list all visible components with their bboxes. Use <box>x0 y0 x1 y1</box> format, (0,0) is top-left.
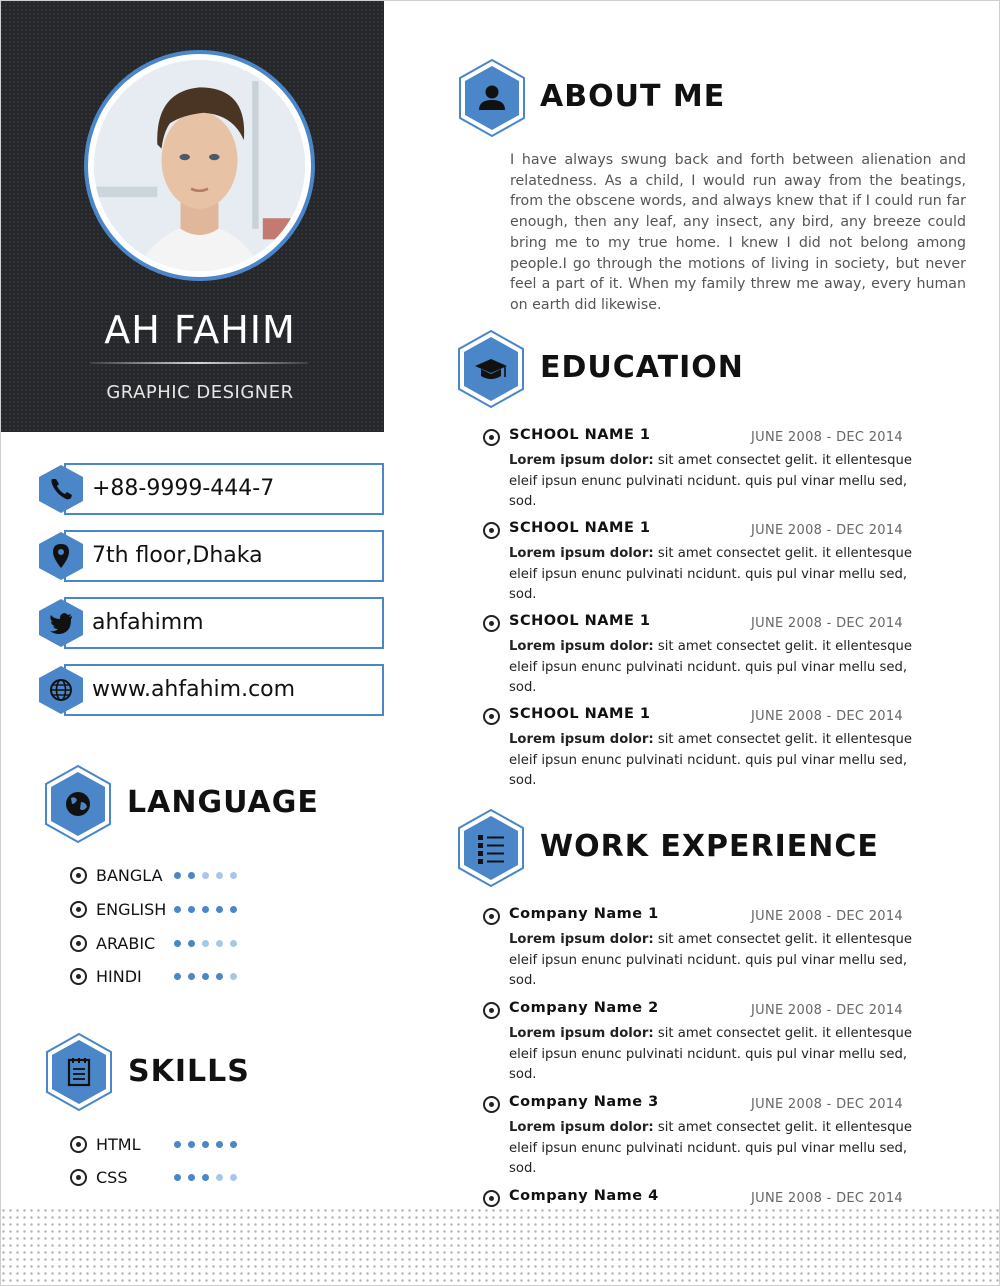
rating-dot-empty <box>202 872 209 879</box>
rating-dot-filled <box>174 973 181 980</box>
radio-bullet <box>70 1169 87 1186</box>
twitter-icon <box>38 598 84 648</box>
rating-dot-empty <box>230 940 237 947</box>
rating-dot-filled <box>216 906 223 913</box>
education-entry <box>483 520 913 602</box>
phone-icon <box>38 464 84 514</box>
graduation-cap-icon <box>456 329 526 409</box>
rating-dot-empty <box>230 872 237 879</box>
rating-dot-filled <box>174 940 181 947</box>
user-icon <box>457 58 527 138</box>
contact-phone <box>38 463 384 515</box>
radio-bullet <box>483 522 500 539</box>
entry-date: JUNE 2008 - DEC 2014 <box>751 709 903 724</box>
radio-bullet <box>483 708 500 725</box>
contact-website-text: www.ahfahim.com <box>92 677 296 702</box>
education-entry <box>483 613 913 695</box>
contact-phone-text: +88-9999-444-7 <box>92 476 275 501</box>
radio-bullet <box>70 1136 87 1153</box>
entry-text: sit amet consectet gelit. it ellentesque eleif ipsun enunc pulvinati ncidunt. quis pul vinar mellu sed, sod. <box>509 932 913 988</box>
entry-date: JUNE 2008 - DEC 2014 <box>751 523 903 538</box>
entry-text: sit amet consectet gelit. it ellentesque eleif ipsun enunc pulvinati ncidunt. quis pul vinar mellu sed, sod. <box>509 639 913 695</box>
company-name: Company Name 2 <box>509 1000 659 1016</box>
profile-photo <box>94 60 305 271</box>
language-item <box>70 864 270 888</box>
entry-description <box>509 1118 919 1180</box>
rating-dot-filled <box>188 1141 195 1148</box>
entry-date: JUNE 2008 - DEC 2014 <box>751 1003 903 1018</box>
name-divider <box>90 362 308 364</box>
entry-description <box>509 930 919 992</box>
rating-dot-filled <box>202 973 209 980</box>
entry-lead: Lorem ipsum dolor: <box>509 453 654 468</box>
rating-dot-filled <box>188 906 195 913</box>
work-entry <box>483 1094 913 1176</box>
company-name: Company Name 4 <box>509 1188 659 1204</box>
rating-dot-filled <box>202 906 209 913</box>
rating-dot-empty <box>202 940 209 947</box>
entry-description <box>509 637 919 699</box>
contact-website <box>38 664 384 716</box>
education-entry <box>483 706 913 788</box>
contact-address-text: 7th floor,Dhaka <box>92 543 263 568</box>
radio-bullet <box>70 901 87 918</box>
rating-dot-empty <box>230 973 237 980</box>
radio-bullet <box>483 615 500 632</box>
location-pin-icon <box>38 531 84 581</box>
education-entry <box>483 427 913 509</box>
contact-address <box>38 530 384 582</box>
entry-lead: Lorem ipsum dolor: <box>509 546 654 561</box>
rating-dot-empty <box>230 1174 237 1181</box>
work-section-title: WORK EXPERIENCE <box>540 829 879 864</box>
dotted-overlay <box>0 1207 1000 1286</box>
entry-description <box>509 1024 919 1086</box>
school-name: SCHOOL NAME 1 <box>509 427 651 443</box>
person-name: AH FAHIM <box>104 308 296 352</box>
contact-twitter <box>38 597 384 649</box>
rating-dot-filled <box>174 1141 181 1148</box>
skill-label: CSS <box>96 1168 128 1187</box>
language-label: ARABIC <box>96 934 156 953</box>
language-label: BANGLA <box>96 866 163 885</box>
rating-dot-filled <box>188 940 195 947</box>
radio-bullet <box>483 1190 500 1207</box>
entry-date: JUNE 2008 - DEC 2014 <box>751 909 903 924</box>
profile-header <box>0 0 384 432</box>
globe-icon <box>38 665 84 715</box>
entry-text: sit amet consectet gelit. it ellentesque eleif ipsun enunc pulvinati ncidunt. quis pul vinar mellu sed, sod. <box>509 453 913 509</box>
contact-twitter-text: ahfahimm <box>92 610 204 635</box>
skill-item <box>70 1166 270 1190</box>
work-entry <box>483 906 913 988</box>
school-name: SCHOOL NAME 1 <box>509 613 651 629</box>
radio-bullet <box>483 908 500 925</box>
rating-dot-filled <box>174 1174 181 1181</box>
rating-dot-filled <box>230 1141 237 1148</box>
work-entry <box>483 1000 913 1082</box>
company-name: Company Name 1 <box>509 906 659 922</box>
skills-section-title: SKILLS <box>128 1054 250 1089</box>
rating-dot-filled <box>188 1174 195 1181</box>
language-item <box>70 898 270 922</box>
rating-dot-filled <box>174 872 181 879</box>
earth-icon <box>43 764 113 844</box>
rating-dot-filled <box>202 1174 209 1181</box>
rating-dot-empty <box>216 940 223 947</box>
skill-item <box>70 1133 270 1157</box>
entry-date: JUNE 2008 - DEC 2014 <box>751 1097 903 1112</box>
language-item <box>70 965 270 989</box>
rating-dots <box>174 940 244 948</box>
radio-bullet <box>70 968 87 985</box>
language-label: HINDI <box>96 967 142 986</box>
about-section-title: ABOUT ME <box>540 79 726 114</box>
rating-dots <box>174 906 244 914</box>
radio-bullet <box>483 429 500 446</box>
entry-date: JUNE 2008 - DEC 2014 <box>751 616 903 631</box>
entry-text: sit amet consectet gelit. it ellentesque eleif ipsun enunc pulvinati ncidunt. quis pul vinar mellu sed, sod. <box>509 1120 913 1176</box>
rating-dot-empty <box>216 1174 223 1181</box>
entry-lead: Lorem ipsum dolor: <box>509 1120 654 1135</box>
entry-text: sit amet consectet gelit. it ellentesque eleif ipsun enunc pulvinati ncidunt. quis pul vinar mellu sed, sod. <box>509 1026 913 1082</box>
company-name: Company Name 3 <box>509 1094 659 1110</box>
radio-bullet <box>70 935 87 952</box>
entry-description <box>509 730 919 792</box>
profile-photo-illustration <box>94 60 305 271</box>
notepad-icon <box>44 1032 114 1112</box>
entry-lead: Lorem ipsum dolor: <box>509 639 654 654</box>
rating-dot-filled <box>188 973 195 980</box>
radio-bullet <box>70 867 87 884</box>
entry-lead: Lorem ipsum dolor: <box>509 932 654 947</box>
rating-dot-filled <box>202 1141 209 1148</box>
about-paragraph: I have always swung back and forth between alienation and relatedness. As a child, I would run away from the beatings, from the obscene words, and always knew that if I could run far enough, then any leaf, any insect, any bird, any breeze could bring me to my true home. I knew I did not belong among people.I go through the motions of living in society, but never feel a part of it. When my family threw me away, every human on earth did likewise. <box>510 152 966 313</box>
radio-bullet <box>483 1002 500 1019</box>
school-name: SCHOOL NAME 1 <box>509 520 651 536</box>
rating-dot-filled <box>188 872 195 879</box>
task-list-icon <box>456 808 526 888</box>
language-section-title: LANGUAGE <box>127 785 319 820</box>
profile-photo-frame <box>84 50 315 281</box>
entry-description <box>509 451 919 513</box>
rating-dots <box>174 872 244 880</box>
rating-dot-empty <box>216 872 223 879</box>
school-name: SCHOOL NAME 1 <box>509 706 651 722</box>
skill-label: HTML <box>96 1135 141 1154</box>
rating-dot-filled <box>216 973 223 980</box>
entry-date: JUNE 2008 - DEC 2014 <box>751 1191 903 1206</box>
entry-lead: Lorem ipsum dolor: <box>509 1026 654 1041</box>
rating-dots <box>174 973 244 981</box>
entry-date: JUNE 2008 - DEC 2014 <box>751 430 903 445</box>
entry-text: sit amet consectet gelit. it ellentesque eleif ipsun enunc pulvinati ncidunt. quis pul vinar mellu sed, sod. <box>509 546 913 602</box>
entry-lead: Lorem ipsum dolor: <box>509 732 654 747</box>
education-section-title: EDUCATION <box>540 350 744 385</box>
language-label: ENGLISH <box>96 900 167 919</box>
rating-dot-filled <box>174 906 181 913</box>
person-role: GRAPHIC DESIGNER <box>106 382 294 403</box>
rating-dots <box>174 1141 244 1149</box>
radio-bullet <box>483 1096 500 1113</box>
rating-dot-filled <box>230 906 237 913</box>
rating-dots <box>174 1174 244 1182</box>
entry-description <box>509 544 919 606</box>
rating-dot-filled <box>216 1141 223 1148</box>
entry-text: sit amet consectet gelit. it ellentesque eleif ipsun enunc pulvinati ncidunt. quis pul vinar mellu sed, sod. <box>509 732 913 788</box>
language-item <box>70 932 270 956</box>
